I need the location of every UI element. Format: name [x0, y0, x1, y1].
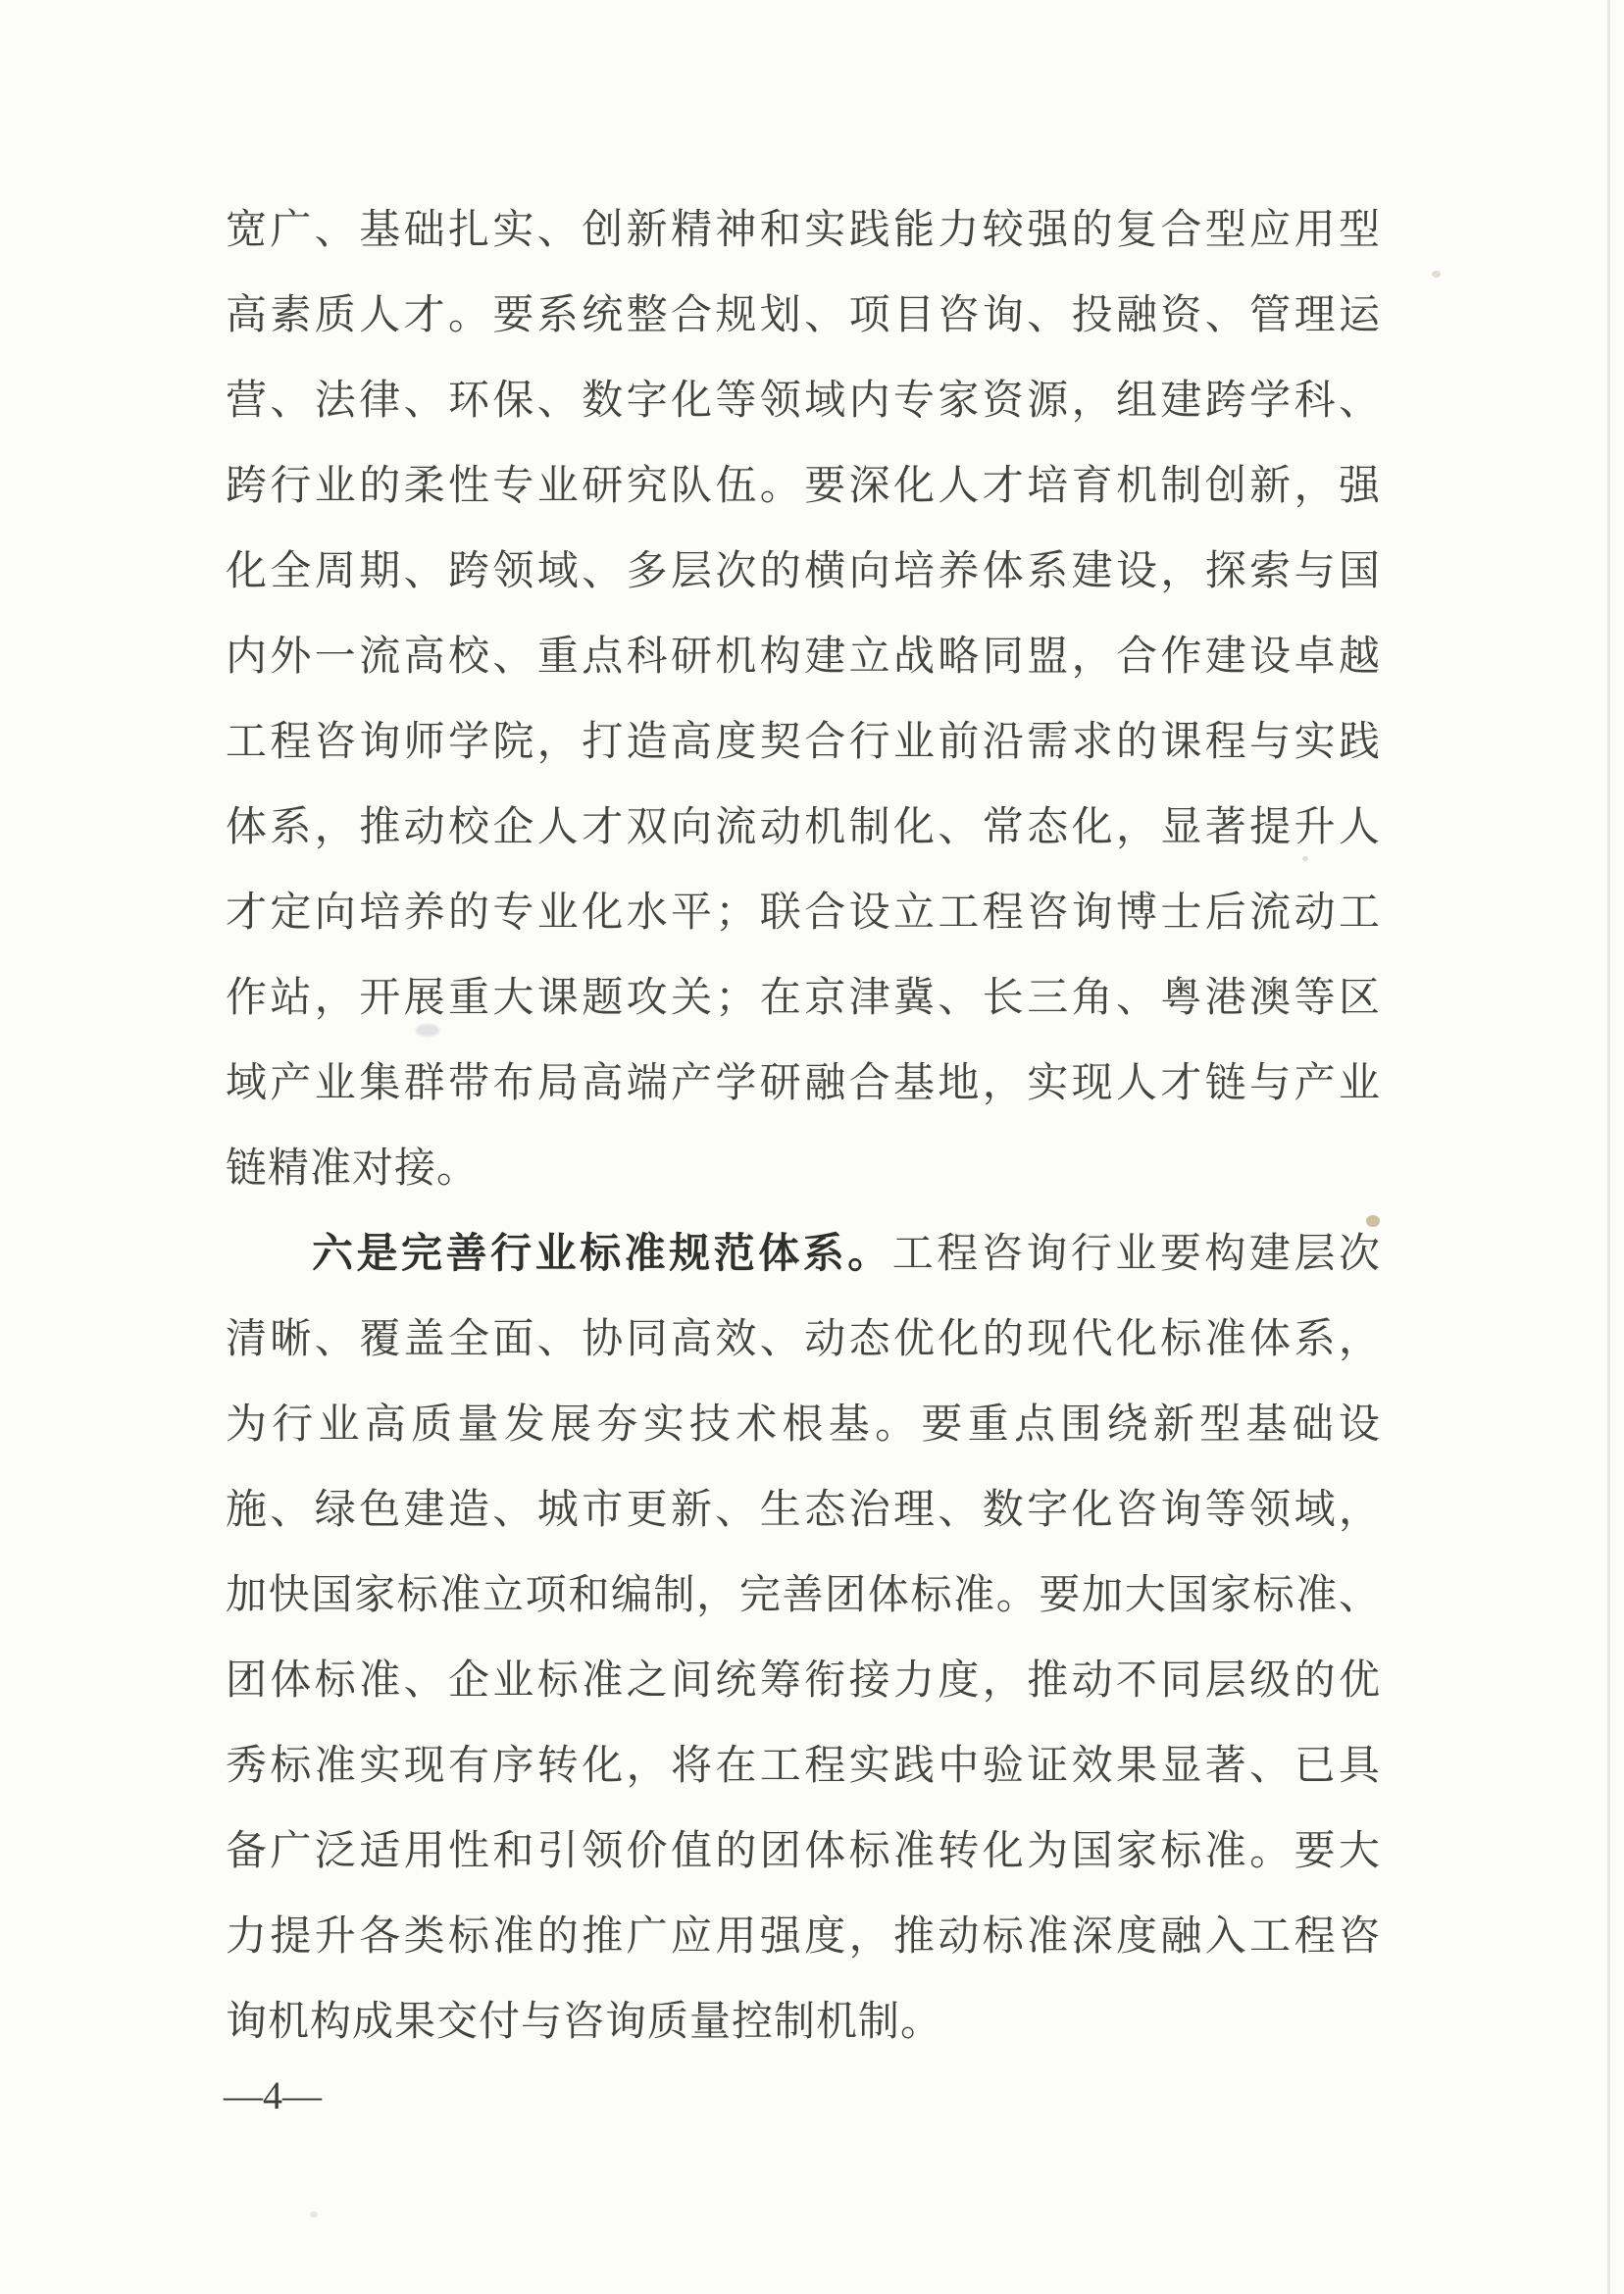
body-line: 团体标准、企业标准之间统筹衔接力度，推动不同层级的优: [226, 1658, 1381, 1704]
body-line: 体系，推动校企人才双向流动机制化、常态化，显著提升人: [226, 805, 1381, 850]
body-line: 施、绿色建造、城市更新、生态治理、数字化咨询等领域，: [226, 1488, 1381, 1533]
document-body: [226, 188, 1381, 2065]
body-line: 作站，开展重大课题攻关；在京津冀、长三角、粤港澳等区: [226, 976, 1381, 1021]
body-line: 为行业高质量发展夯实技术根基。要重点围绕新型基础设: [226, 1402, 1381, 1448]
body-line: 宽广、基础扎实、创新精神和实践能力较强的复合型应用型: [226, 208, 1381, 253]
section-heading-line: [226, 1212, 1381, 1298]
body-line: 备广泛适用性和引领价值的团体标准转化为国家标准。要大: [226, 1829, 1381, 1874]
body-line: 工程咨询师学院，打造高度契合行业前沿需求的课程与实践: [226, 720, 1381, 765]
body-line: 加快国家标准立项和编制，完善团体标准。要加大国家标准、: [226, 1573, 1381, 1618]
paper-stain-speck: [1302, 856, 1308, 861]
paper-stain-speck: [310, 2212, 318, 2218]
pencil-smudge: [416, 1024, 439, 1037]
body-line: 跨行业的柔性专业研究队伍。要深化人才培育机制创新，强: [226, 464, 1381, 509]
body-line: 高素质人才。要系统整合规划、项目咨询、投融资、管理运: [226, 293, 1381, 338]
body-line: 域产业集群带布局高端产学研融合基地，实现人才链与产业: [226, 1061, 1381, 1106]
paragraph-last-line: 链精准对接。: [226, 1147, 480, 1192]
page-number: —4—: [224, 2073, 322, 2117]
paper-stain-speck: [1366, 1215, 1380, 1227]
body-line: 化全周期、跨领域、多层次的横向培养体系建设，探索与国: [226, 549, 1381, 594]
paper-stain-speck: [1432, 271, 1441, 278]
section-heading-rest: 工程咨询行业要构建层次: [891, 1232, 1381, 1277]
body-line: 力提升各类标准的推广应用强度，推动标准深度融入工程咨: [226, 1914, 1381, 1960]
paragraph-last-line: 询机构成果交付与咨询质量控制机制。: [226, 2000, 943, 2045]
body-line: 清晰、覆盖全面、协同高效、动态优化的现代化标准体系，: [226, 1317, 1381, 1362]
scanner-edge-artifact: [1607, 0, 1610, 2294]
body-line: 营、法律、环保、数字化等领域内专家资源，组建跨学科、: [226, 379, 1381, 424]
body-line: 才定向培养的专业化水平；联合设立工程咨询博士后流动工: [226, 891, 1381, 936]
body-line: 内外一流高校、重点科研机构建立战略同盟，合作建设卓越: [226, 635, 1381, 680]
body-line: 秀标准实现有序转化，将在工程实践中验证效果显著、已具: [226, 1744, 1381, 1789]
section-heading-bold: 六是完善行业标准规范体系。: [312, 1232, 892, 1277]
